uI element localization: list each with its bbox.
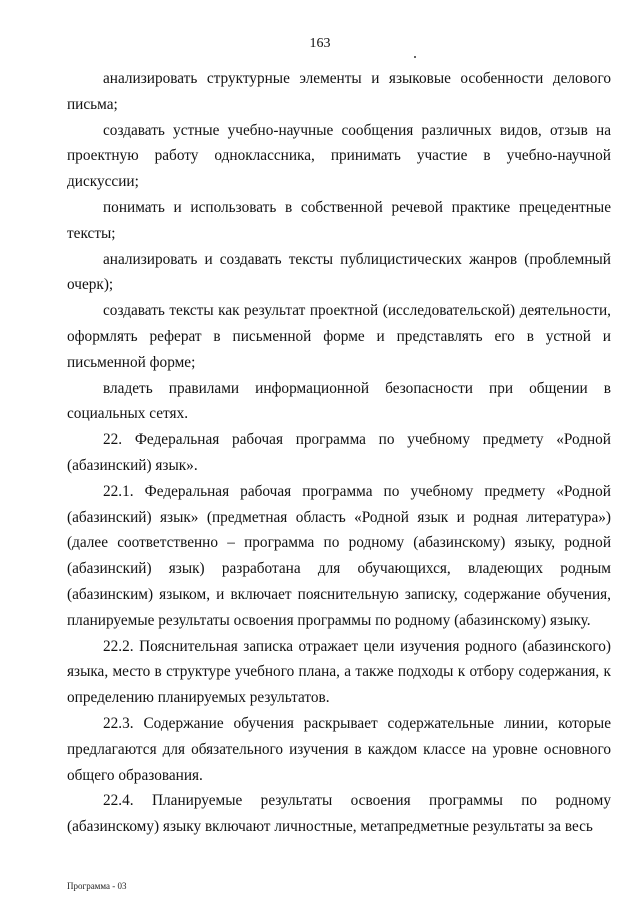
paragraph: создавать тексты как результат проектной (исследовательской) деятельности, оформлять реферат в письменной форме и представлять его в устной и письменной форме;: [67, 302, 611, 371]
paragraph: владеть правилами информационной безопасности при общении в социальных сетях.: [67, 379, 611, 423]
paragraph: создавать устные учебно-научные сообщения различных видов, отзыв на проектную работу одноклассника, принимать участие в учебно-научной дискуссии;: [67, 121, 611, 191]
paragraph: 22.1. Федеральная рабочая программа по учебному предмету «Родной (абазинский) язык» (предметная область «Родной язык и родная литература») (далее соответственно – программа по родному (абазинскому) языку, родной (абазинский) язык) разработана для обучающихся, владеющих родным (абазинским) языком, и включает пояснительную записку, содержание обучения, планируемые результаты освоения программы по родному (абазинскому) языку.: [67, 482, 611, 629]
scan-speck: [414, 56, 416, 58]
page-number: 163: [309, 36, 331, 51]
page-footer: Программа - 03: [67, 881, 127, 891]
paragraph: понимать и использовать в собственной речевой практике прецедентные тексты;: [67, 198, 611, 242]
page-body: [67, 66, 611, 840]
section-heading: 22. Федеральная рабочая программа по учебному предмету «Родной (абазинский) язык».: [67, 431, 611, 474]
paragraph: анализировать структурные элементы и языковые особенности делового письма;: [67, 70, 611, 113]
paragraph: 22.4. Планируемые результаты освоения программы по родному (абазинскому) языку включают личностные, метапредметные результаты за весь: [67, 792, 611, 836]
paragraph: 22.3. Содержание обучения раскрывает содержательные линии, которые предлагаются для обязательного изучения в каждом классе на уровне основного общего образования.: [67, 714, 611, 784]
paragraph: анализировать и создавать тексты публицистических жанров (проблемный очерк);: [67, 250, 611, 294]
paragraph: 22.2. Пояснительная записка отражает цели изучения родного (абазинского) языка, место в структуре учебного плана, а также подходы к отбору содержания, к определению планируемых результатов.: [67, 637, 611, 707]
